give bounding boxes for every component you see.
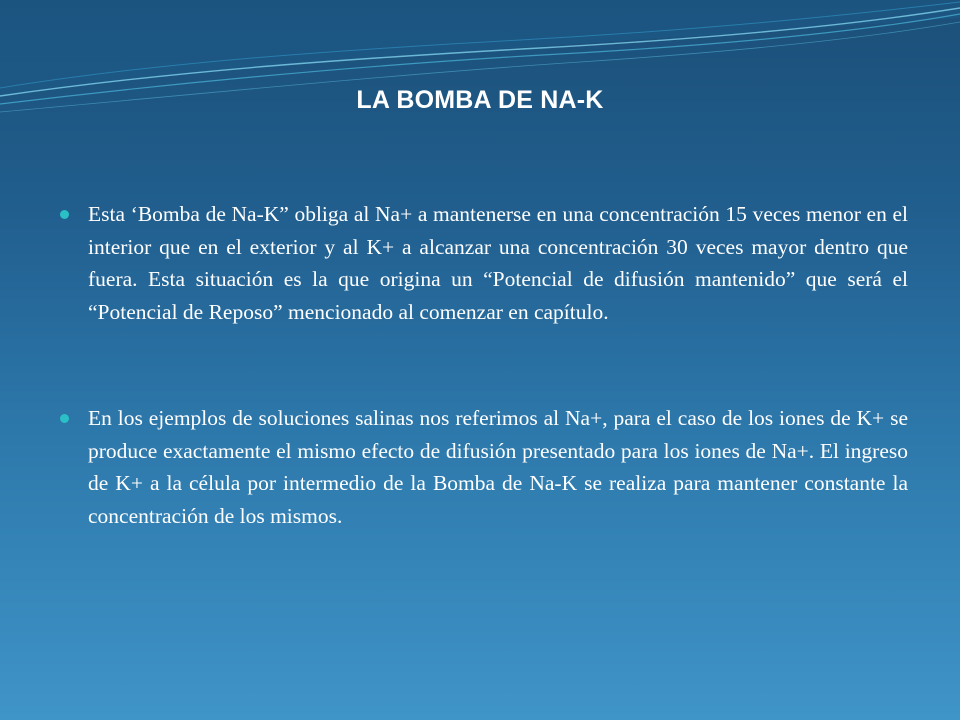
slide-title: LA BOMBA DE NA-K [356, 86, 604, 114]
bullet-item [60, 402, 908, 532]
bullet-item [60, 198, 908, 328]
bullet-dot-icon [60, 210, 69, 219]
bullet-list [60, 198, 908, 532]
bullet-text: En los ejemplos de soluciones salinas nos referimos al Na+, para el caso de los iones de K+ se produce exactamente el mismo efecto de difusión presentado para los iones de Na+. El ingreso de K+ a la célula por intermedio de la Bomba de Na-K se realiza para mantener constante la concentración de los mismos. [88, 406, 908, 528]
bullet-dot-icon [60, 414, 69, 423]
wave-fill [0, 0, 960, 96]
bullet-text: Esta ‘Bomba de Na-K” obliga al Na+ a mantenerse en una concentración 15 veces menor en el interior que en el exterior y al K+ a alcanzar una concentración 30 veces mayor dentro que fuera. Esta situación es la que origina un “Potencial de difusión mantenido” que será el “Potencial de Reposo” mencionado al comenzar en capítulo. [88, 202, 908, 324]
